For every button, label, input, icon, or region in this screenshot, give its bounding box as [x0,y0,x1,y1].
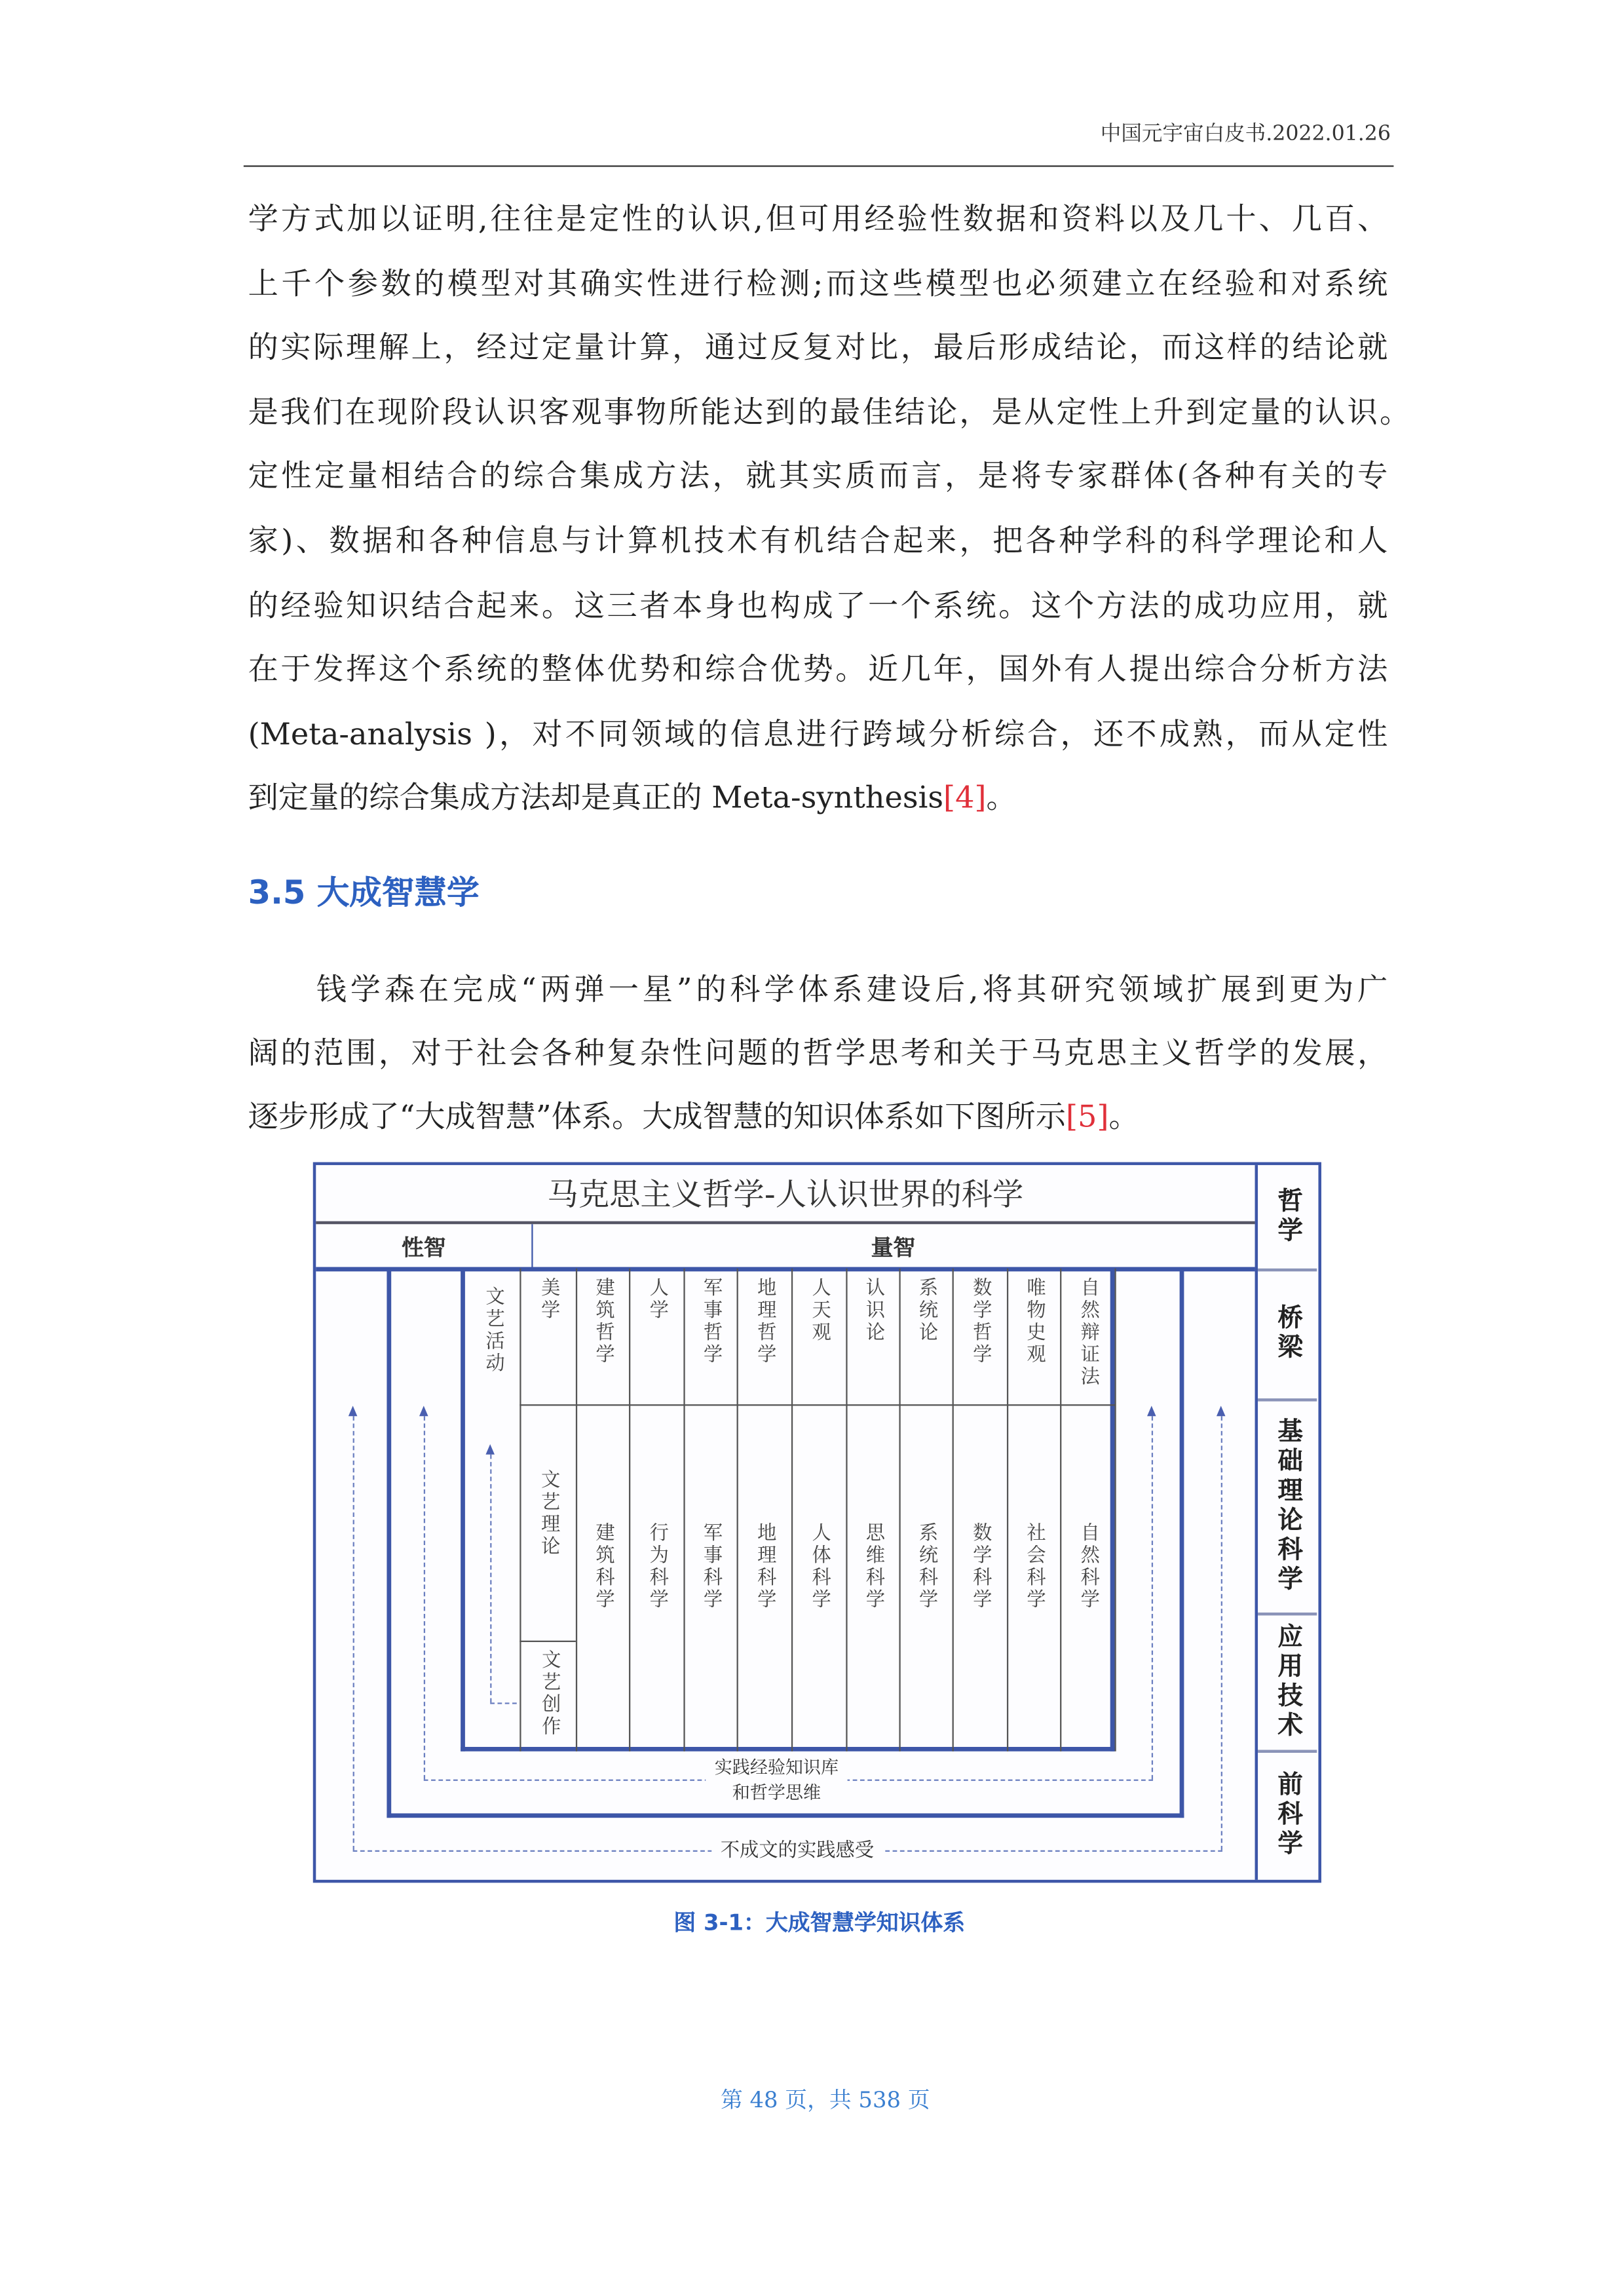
dashed-arrow-line [353,1416,354,1850]
text-line: 的实际理解上，经过定量计算，通过反复对比，最后形成结论，而这样的结论就 [248,329,1388,366]
label-text: 社会科学 [1022,1522,1045,1611]
label-text: 人天观 [807,1277,830,1344]
layer-label-text: 哲学 [1272,1187,1302,1247]
page-number: 第 48 页，共 538 页 [720,2086,930,2113]
philosophy-column-label [953,1277,1007,1366]
label-text: 军事哲学 [699,1277,721,1366]
text-line: 在于发挥这个系统的整体优势和综合优势。近几年，国外有人提出综合分析方法 [248,651,1388,687]
label-text: 数学科学 [968,1522,991,1611]
section-heading: 3.5 大成智慧学 [248,875,480,913]
divider [519,1641,576,1642]
layer-label-text: 桥梁 [1272,1303,1302,1364]
layer-label [1258,1398,1317,1615]
label-text: 系统论 [915,1277,937,1344]
science-column-label [629,1522,683,1611]
text-line: 学方式加以证明,往往是定性的认识,但可用经验性数据和资料以及几十、几百、 [248,201,1388,237]
text: 逐步形成了“大成智慧”体系。大成智慧的知识体系如下图所示 [248,1098,1067,1134]
dashed-arrow-line [490,1455,491,1703]
text: 到定量的综合集成方法却是真正的 Meta-synthesis [248,779,944,815]
label-text: 建筑科学 [591,1522,614,1611]
label-line: 和哲学思维 [732,1782,821,1803]
unwritten-experience-label: 不成文的实践感受 [711,1839,882,1864]
philosophy-column-label [519,1277,576,1322]
label-line: 实践经验知识库 [714,1757,839,1778]
science-column-label [683,1522,736,1611]
label-text: 认识论 [861,1277,884,1344]
science-column-label [791,1522,846,1611]
arrow-up-icon [349,1406,358,1416]
liangzhi-label: 量智 [871,1233,916,1261]
label-text: 地理科学 [753,1522,776,1611]
arrow-up-icon [1217,1406,1226,1416]
text-line: (Meta-analysis )，对不同领域的信息进行跨域分析综合，还不成熟，而从定性 [248,716,1388,752]
dashed-arrow-line [1221,1416,1222,1850]
column-divider [1114,1269,1116,1751]
philosophy-column-label [791,1277,846,1343]
label-text: 地理哲学 [753,1277,776,1366]
science-column-label [576,1522,629,1611]
philosophy-column-label [1007,1277,1060,1366]
layer-label [1258,1750,1317,1880]
science-column-label [899,1522,952,1611]
practice-kb-label [706,1756,847,1807]
dashed-line [490,1702,517,1704]
label-text: 行为科学 [645,1522,668,1611]
xingzhi-label: 性智 [401,1233,446,1261]
arrow-up-icon [419,1406,428,1416]
text-line: 钱学森在完成“两弹一星”的科学体系建设后,将其研究领域扩展到更为广 [248,971,1388,1007]
text-line: 是我们在现阶段认识客观事物所能达到的最佳结论，是从定性上升到定量的认识。 [248,394,1410,430]
column-divider [629,1269,630,1751]
knowledge-system-diagram [313,1162,1321,1883]
label-text: 人学 [645,1277,668,1322]
philosophy-column-label [846,1277,899,1343]
layer-label-text: 应用技术 [1272,1622,1302,1740]
label-text: 人体科学 [807,1522,830,1611]
citation-link[interactable]: [5] [1066,1098,1109,1134]
label-text: 建筑哲学 [591,1277,614,1366]
philosophy-column-label [629,1277,683,1322]
text: 。 [986,779,1017,815]
science-column-label [1060,1522,1114,1611]
text-line: 阔的范围，对于社会各种复杂性问题的哲学思考和关于马克思主义哲学的发展， [248,1035,1388,1071]
label-text: 数学哲学 [968,1277,991,1366]
diagram-title: 马克思主义哲学-人认识世界的科学 [547,1177,1024,1213]
layer-label [1258,1269,1317,1402]
text-line: 家)、数据和各种信息与计算机技术有机结合起来，把各种学科的科学理论和人 [248,522,1388,558]
science-column-label [737,1522,791,1611]
arrow-up-icon [485,1444,495,1455]
layer-label-text: 前科学 [1272,1770,1302,1860]
label-text: 美学 [537,1277,559,1322]
layer-label [1258,1613,1317,1753]
wenyi-activity-label: 文艺活动 [481,1286,504,1375]
science-column-label [953,1522,1007,1611]
text-line: 定性定量相结合的综合集成方法，就其实质而言，是将专家群体(各种有关的专 [248,458,1388,494]
dashed-arrow-line [424,1416,425,1779]
layer-label [1258,1165,1317,1271]
text-line: 的经验知识结合起来。这三者本身也构成了一个系统。这个方法的成功应用，就 [248,587,1388,623]
label-text: 自然辩证法 [1076,1277,1099,1388]
figure-caption: 图 3-1：大成智慧学知识体系 [673,1909,966,1936]
philosophy-column-label [737,1277,791,1366]
divider [519,1404,1114,1406]
philosophy-column-label [576,1277,629,1366]
running-header: 中国元宇宙白皮书.2022.01.26 [1100,123,1391,147]
science-column-label [846,1522,899,1611]
science-column-label [1007,1522,1060,1611]
label-text: 唯物史观 [1022,1277,1045,1366]
arrow-up-icon [1147,1406,1156,1416]
philosophy-column-label [899,1277,952,1343]
header-rule [244,165,1394,166]
philosophy-column-label [683,1277,736,1366]
citation-link[interactable]: [4] [943,779,987,815]
label-text: 文艺理论 [537,1469,559,1558]
philosophy-column-label [1060,1277,1114,1388]
science-column-label [519,1469,576,1558]
dashed-arrow-line [1152,1416,1153,1779]
wenyi-creation-label: 文艺创作 [537,1649,560,1738]
label-text: 系统科学 [915,1522,937,1611]
layer-label-text: 基础理论科学 [1272,1417,1302,1594]
paragraph-2-last-line [248,1096,1388,1137]
label-text: 思维科学 [861,1522,884,1611]
text-line: 上千个参数的模型对其确实性进行检测;而这些模型也必须建立在经验和对系统 [248,265,1388,301]
text: 。 [1108,1098,1139,1134]
label-text: 自然科学 [1076,1522,1099,1611]
paragraph-1-last-line [248,776,1388,818]
label-text: 军事科学 [699,1522,721,1611]
